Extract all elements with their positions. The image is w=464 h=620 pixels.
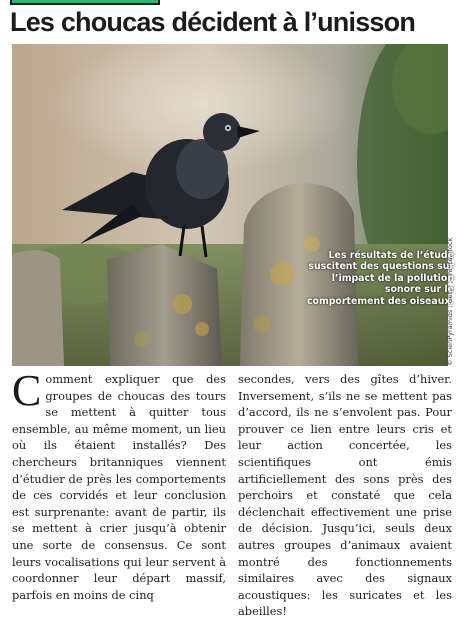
article-body-part2: secondes, vers des gîtes d’hiver. Inversement, s’ils ne se mettent pas d’accord, ils ne s’envolent pas. Pour prouver ce lien entre leurs cris et leur action concertée, les scientifiques ont émis artificiellement des sons près des perchoirs et constaté que cela déclenchait effectivement une prise de décision. Jusqu’ici, seuls deux autres groupes d’animaux avaient montré des fonctionnements similaires avec des signaux acoustiques: les suricates et les abeilles! xyxy=(238,372,452,619)
article-headline: Les choucas décident à l’unisson xyxy=(10,7,416,37)
photo-credit: © ScienPyramids ; Getty ; Shutterstock xyxy=(446,237,454,366)
article-column-right xyxy=(238,371,452,620)
jackdaw-photo-illustration xyxy=(12,44,448,366)
photo-caption: Les résultats de l’étude suscitent des questions sur l’impact de la pollution sonore sur le comportement des oiseaux. xyxy=(306,250,454,307)
drop-cap: C xyxy=(12,366,42,415)
article-body-part1: omment expliquer que des groupes de choucas des tours se mettent à quitter tous ensemble, au même moment, un lieu où ils étaient installés? Des chercheurs britanniques viennent d’étudier de près les comportements de ces corvidés et leur conclusion est surprenante: avant de partir, ils se mettent à crier jusqu’à obtenir une sorte de consensus. Ce sont leurs vocalisations qui leur servent à coordonner leur départ massif, parfois en moins de cinq xyxy=(12,372,226,602)
article-photo xyxy=(12,44,448,366)
article-column-left xyxy=(12,366,226,603)
